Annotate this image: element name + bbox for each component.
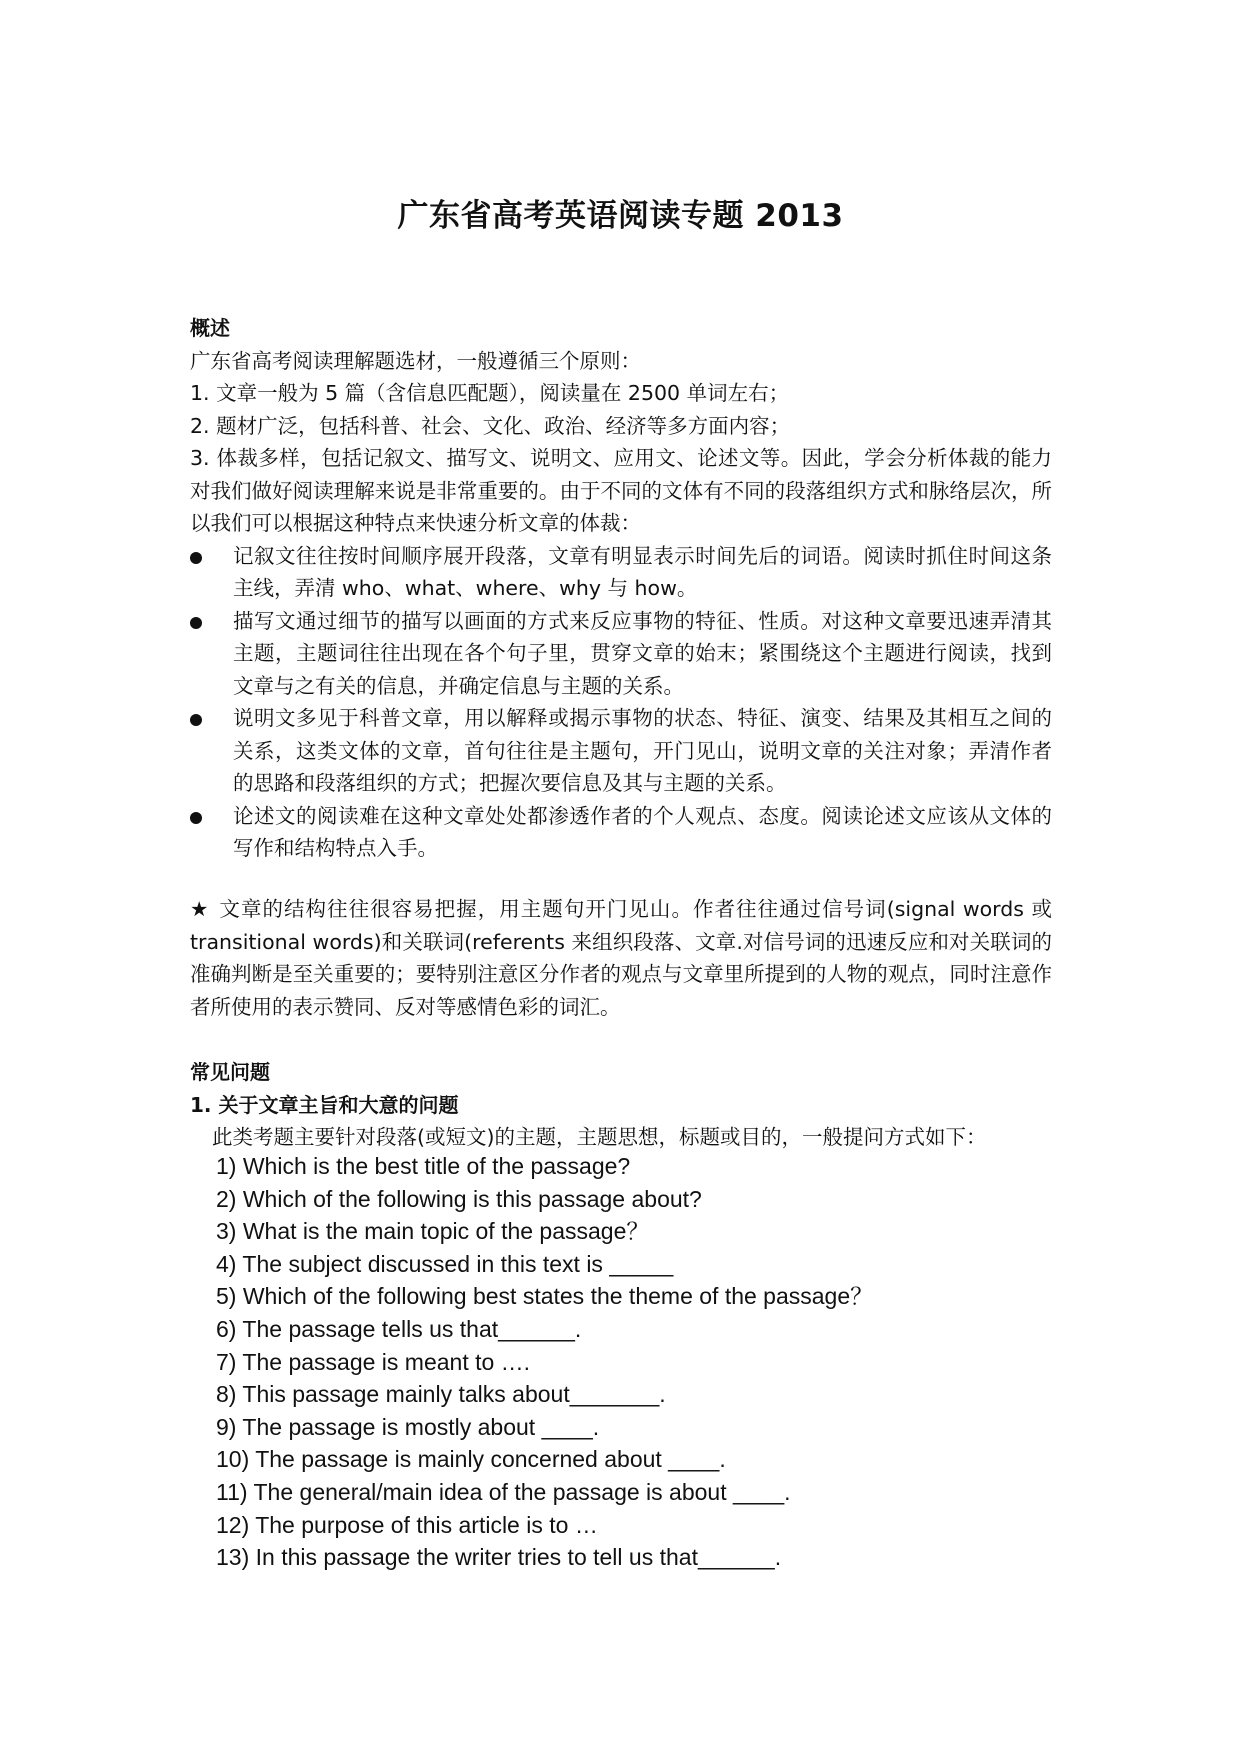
question-item: 7) The passage is meant to ….	[216, 1348, 531, 1375]
question-item: 13) In this passage the writer tries to tell us that______.	[216, 1544, 782, 1571]
bullet-narrative	[190, 540, 1052, 605]
overview-heading: 概述	[190, 316, 230, 340]
bullet-dot-icon	[190, 617, 202, 629]
question-item: 1) Which is the best title of the passage?	[216, 1153, 631, 1179]
principle-2: 2. 题材广泛，包括科普、社会、文化、政治、经济等多方面内容；	[190, 413, 791, 438]
section1-intro: 此类考题主要针对段落(或短文)的主题，主题思想，标题或目的，一般提问方式如下：	[212, 1125, 987, 1149]
common-questions-heading: 常见问题	[190, 1060, 270, 1084]
question-item: 2) Which of the following is this passage about?	[216, 1185, 702, 1212]
question-item: 8) This passage mainly talks about_______.	[216, 1381, 666, 1408]
bullet-argumentative	[190, 800, 1052, 865]
structure-note	[190, 893, 1052, 1023]
question-item: 12) The purpose of this article is to …	[216, 1511, 598, 1538]
question-item: 11) The general/main idea of the passage is about ____.	[216, 1478, 791, 1505]
bullet-dot-icon	[190, 552, 202, 564]
bullet-text: 说明文多见于科普文章，用以解释或揭示事物的状态、特征、演变、结果及其相互之间的关系，这类文体的文章，首句往往是主题句，开门见山，说明文章的关注对象；弄清作者的思路和段落组织的方式；把握次要信息及其与主题的关系。	[233, 706, 1052, 795]
principle-3: 3. 体裁多样，包括记叙文、描写文、说明文、应用文、论述文等。因此，学会分析体裁的能力对我们做好阅读理解来说是非常重要的。由于不同的文体有不同的段落组织方式和脉络层次，所以我们可以根据这种特点来快速分析文章的体裁：	[190, 446, 1052, 535]
question-list-wrapper	[190, 1150, 1052, 1574]
bullet-dot-icon	[190, 714, 202, 726]
bullet-dot-icon	[190, 812, 202, 824]
bullet-text: 记叙文往往按时间顺序展开段落，文章有明显表示时间先后的词语。阅读时抓住时间这条主线，弄清 who、what、where、why 与 how。	[233, 543, 1052, 600]
star-note-text: 文章的结构往往很容易把握，用主题句开门见山。作者往往通过信号词(signal words 或 transitional words)和关联词(referents 来组织段落、文章.对信号词的迅速反应和对关联词的准确判断是至关重要的；要特别注意区分作者的观点与文章里所提到的人物的观点，同时注意作者所使用的表示赞同、反对等感情色彩的词汇。	[190, 897, 1052, 1019]
bullet-text: 论述文的阅读难在这种文章处处都渗透作者的个人观点、态度。阅读论述文应该从文体的写作和结构特点入手。	[233, 803, 1052, 860]
bullet-text: 描写文通过细节的描写以画面的方式来反应事物的特征、性质。对这种文章要迅速弄清其主题，主题词往往出现在各个句子里，贯穿文章的始末；紧围绕这个主题进行阅读，找到文章与之有关的信息，并确定信息与主题的关系。	[233, 608, 1052, 698]
principle-1: 1. 文章一般为 5 篇（含信息匹配题），阅读量在 2500 单词左右；	[190, 381, 790, 405]
overview-intro: 广东省高考阅读理解题选材，一般遵循三个原则：	[190, 348, 641, 373]
question-item: 10) The passage is mainly concerned about ____.	[216, 1446, 726, 1473]
bullet-expository	[190, 702, 1052, 800]
genre-bullet-list	[190, 540, 1052, 865]
document-title: 广东省高考英语阅读专题 2013	[397, 198, 844, 234]
question-list	[190, 1150, 1052, 1574]
question-item: 5) Which of the following best states the theme of the passage？	[216, 1283, 874, 1310]
question-item: 6) The passage tells us that______.	[216, 1315, 582, 1342]
overview-section	[190, 312, 1052, 865]
question-item: 3) What is the main topic of the passage？	[216, 1218, 650, 1245]
star-icon: ★	[190, 897, 209, 921]
section1-heading: 1. 关于文章主旨和大意的问题	[190, 1092, 459, 1117]
question-item: 4) The subject discussed in this text is _____	[216, 1250, 674, 1277]
question-item: 9) The passage is mostly about ____.	[216, 1413, 600, 1440]
common-questions-section	[190, 1056, 1052, 1154]
bullet-descriptive	[190, 605, 1052, 703]
